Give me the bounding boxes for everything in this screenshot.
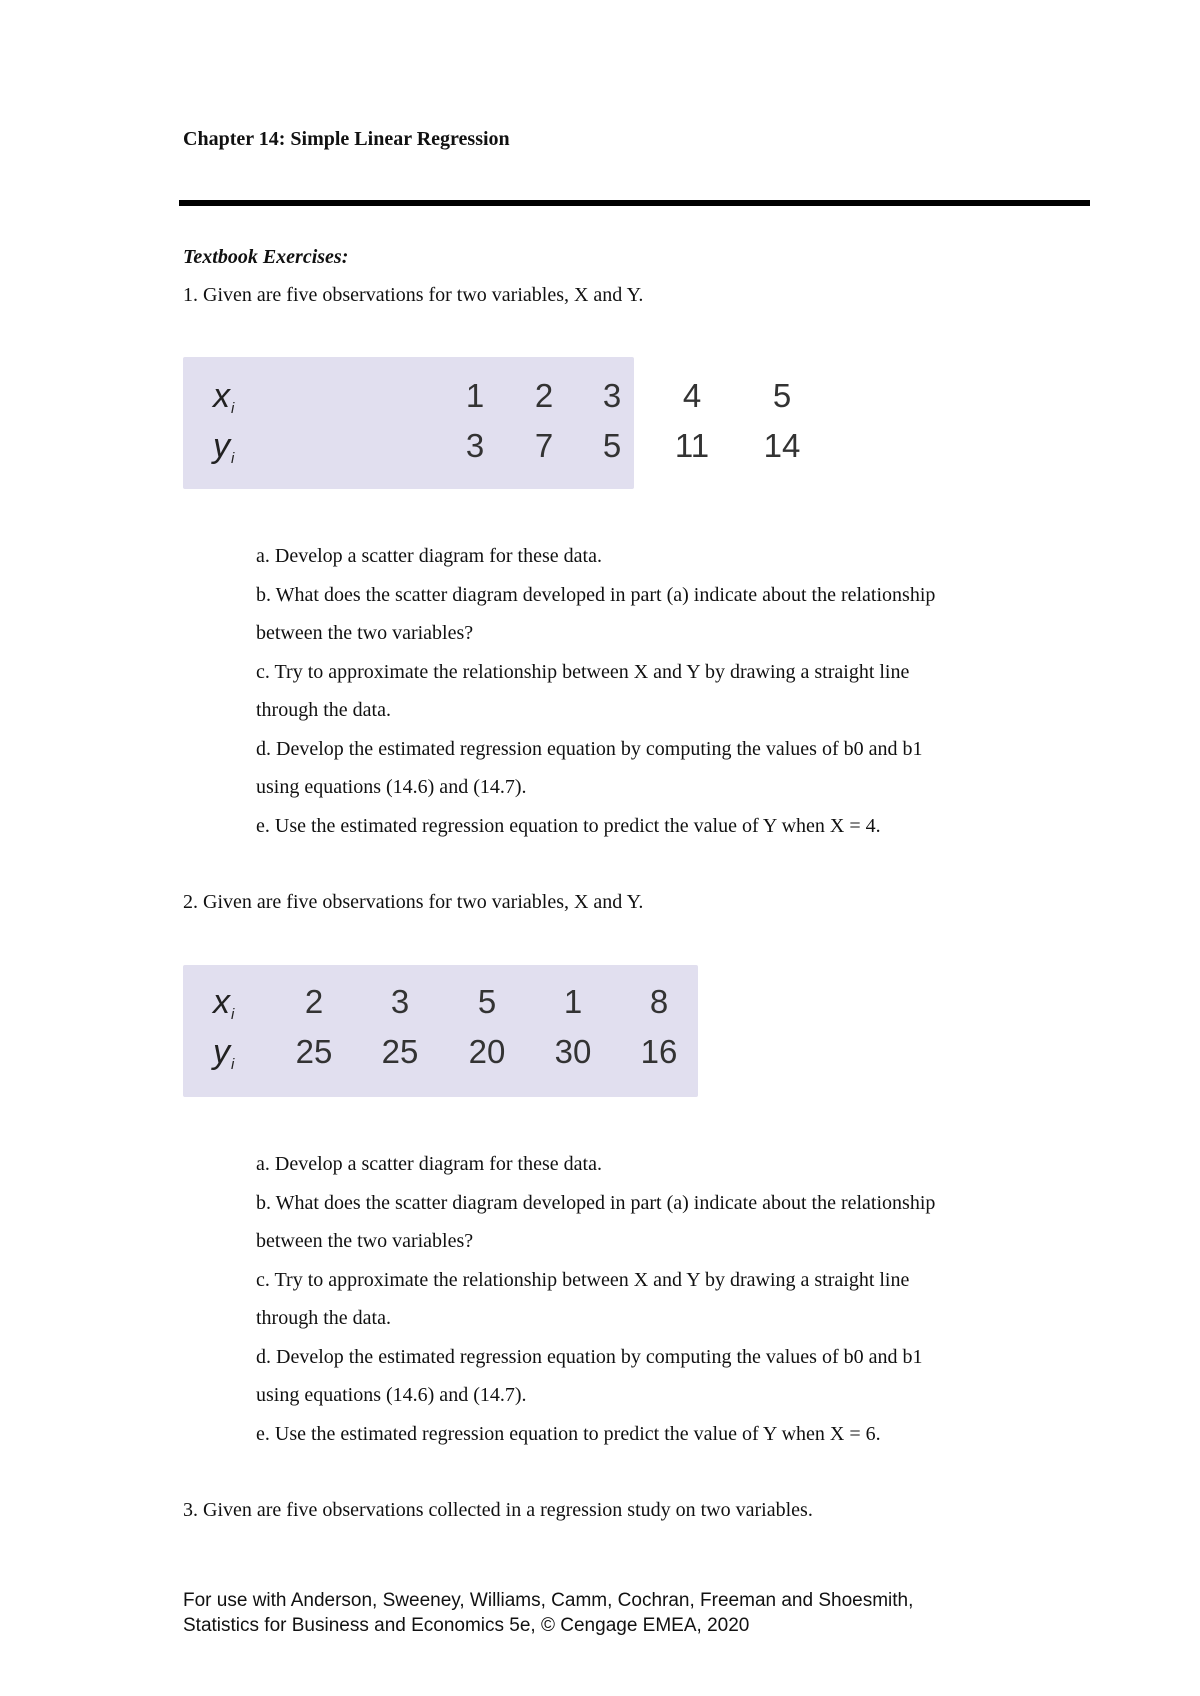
table-row-y: [183, 1033, 698, 1073]
table-cell: 30: [554, 1033, 592, 1070]
table-row-y: [183, 427, 801, 467]
table-cell: 4: [682, 377, 702, 414]
table-row-x: [183, 377, 792, 417]
part-line: through the data.: [256, 699, 391, 721]
part-line: a. Develop a scatter diagram for these data.: [256, 1153, 602, 1175]
question-1-stem: 1. Given are five observations for two variables, X and Y.: [183, 284, 644, 306]
page-footer: [183, 1588, 913, 1638]
part-line: a. Develop a scatter diagram for these data.: [256, 545, 602, 567]
question-2-stem: 2. Given are five observations for two variables, X and Y.: [183, 891, 644, 913]
table-cell: 5: [602, 427, 622, 464]
part-line: between the two variables?: [256, 1230, 474, 1252]
table-cell: 7: [534, 427, 554, 464]
footer-line-2: Statistics for Business and Economics 5e, © Cengage EMEA, 2020: [183, 1615, 750, 1636]
y-variable-label: $y_i$: [213, 1033, 235, 1073]
part-line: between the two variables?: [256, 622, 474, 644]
part-line: through the data.: [256, 1307, 391, 1329]
table-cell: 3: [602, 377, 622, 414]
footer-line-1: For use with Anderson, Sweeney, Williams, Camm, Cochran, Freeman and Shoesmith,: [183, 1590, 914, 1611]
part-line: e. Use the estimated regression equation to predict the value of Y when X = 4.: [256, 814, 881, 837]
table-cell: 1: [563, 983, 583, 1020]
table-cell: 2: [534, 377, 554, 414]
table-cell: 5: [772, 377, 792, 414]
table-cell: 16: [640, 1033, 678, 1070]
part-line: using equations (14.6) and (14.7).: [256, 776, 527, 798]
page-title: Chapter 14: Simple Linear Regression: [183, 128, 510, 150]
table-cell: 1: [465, 377, 485, 414]
x-variable-label: $x_i$: [213, 983, 235, 1023]
table-cell: 3: [465, 427, 485, 464]
part-line: b. What does the scatter diagram developed in part (a) indicate about the relationship: [256, 1191, 936, 1214]
part-line: d. Develop the estimated regression equation by computing the values of b0 and b1: [256, 737, 923, 760]
question-1-parts: [256, 537, 935, 845]
table-cell: 20: [468, 1033, 506, 1070]
table-cell: 25: [381, 1033, 419, 1070]
part-line: c. Try to approximate the relationship between X and Y by drawing a straight line: [256, 660, 910, 683]
question-2-data-table: [183, 965, 698, 1097]
part-line: d. Develop the estimated regression equation by computing the values of b0 and b1: [256, 1345, 923, 1368]
table-cell: 25: [295, 1033, 333, 1070]
table-cell: 5: [477, 983, 497, 1020]
section-heading: Textbook Exercises:: [183, 246, 349, 268]
table-row-x: [183, 983, 698, 1023]
table-cell: 11: [674, 427, 710, 464]
x-variable-label: $x_i$: [213, 377, 235, 417]
table-cell: 8: [649, 983, 669, 1020]
title-rule: [179, 200, 1090, 206]
part-line: c. Try to approximate the relationship between X and Y by drawing a straight line: [256, 1268, 910, 1291]
question-1-data-table: [183, 357, 801, 489]
part-line: b. What does the scatter diagram developed in part (a) indicate about the relationship: [256, 583, 936, 606]
table-cell: 3: [390, 983, 410, 1020]
question-2-parts: [256, 1145, 935, 1453]
y-variable-label: $y_i$: [213, 427, 235, 467]
table-cell: 14: [763, 427, 801, 464]
table-cell: 2: [304, 983, 324, 1020]
question-3-stem: 3. Given are five observations collected in a regression study on two variables.: [183, 1499, 813, 1521]
part-line: e. Use the estimated regression equation to predict the value of Y when X = 6.: [256, 1422, 881, 1445]
part-line: using equations (14.6) and (14.7).: [256, 1384, 527, 1406]
